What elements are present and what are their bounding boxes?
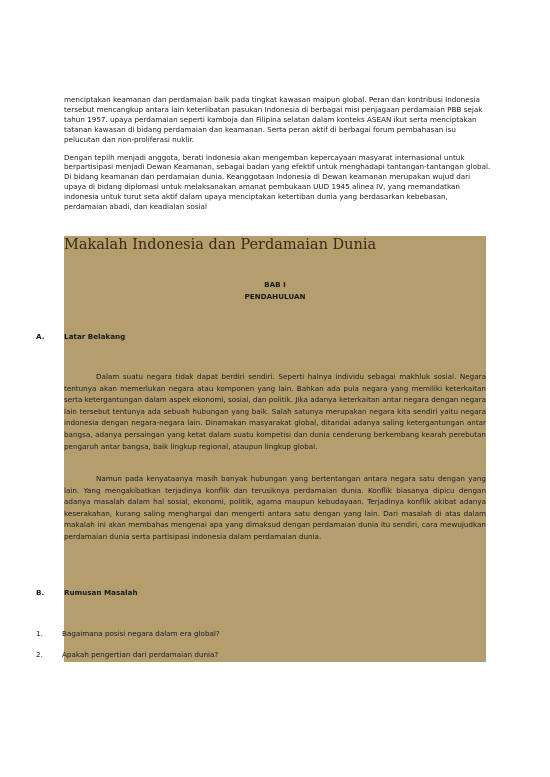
intro-paragraph: menciptakan keamanan dan perdamaian baik pada tingkat kawasan maipun global. Peran dan kontribusi Indonesia tersebut mencangkup antara lain keterlibatan pasukan Indonesia di berbagai misi penjagaan perdamaian PBB sejak tahun 1957. upaya perdamaian seperti kamboja dan Filipina selatan dalam konteks ASEAN ikut serta menciptakan tatanan kawasan di bidang perdamaian dan keamanan. Serta peran aktif di berbagai forum pembahasan isu pelucutan dan non-proliferasi nuklir. [64,95,483,144]
list-item-number: 1. [36,629,43,638]
list-item [36,629,220,638]
section-b-marker: B. [36,588,45,597]
section-b-heading [36,588,138,597]
list-item-number: 2. [36,650,43,659]
chapter-title: PENDAHULUAN [244,292,306,301]
section-a-label: Latar Belakang [64,332,126,341]
section-a-marker: A. [36,332,45,341]
intro-paragraph: Dengan tepilh menjadi anggota, berati indonesia akan mengemban kepercayaan masyarat internasional untuk berpartisipasi menjadi Dewan Keamanan, sebagai badan yang efektif untuk menghadapi tantangan-tantangan global. Di bidang keamanan dan perdamaian dunia. Keanggotaan Indonesia di Dewan keamanan merupakan wujud dari upaya di bidang diplomasi untuk melaksanakan amanat pembukaan UUD 1945 alinea IV, yang memandatkan indonesia untuk turut seta aktif dalam upaya menciptakan ketertiban dunia yang berdasarkan kebebasan, perdamaian abadi, dan keadialan sosial [64,152,491,212]
list-item [36,650,219,659]
section-b-label: Rumusan Masalah [64,588,138,597]
background-paragraph-2: Namun pada kenyataanya masih banyak hubungan yang bertentangan antara negara satu dengan yang lain. Yang mengakibatkan terjadinya konflik dan terusiknya perdamaian dunia. Konflik biasanya dipicu dengan adanya masalah dalam hal sosial, ekonomi, politik, agama maupun kebudayaan. Terjadinya konflik akibat adanya keserakahan, kurang saling menghargai dan mengerti antara satu dengan yang lain. Dari masalah di atas dalam makalah ini akan membahas mengenai apa yang dimaksud dengan perdamaian dunia itu sendiri, cara mewujudkan perdamaian dunia serta partisipasi indonesia dalam perdamaian dunia. [64,474,486,541]
chapter-number: BAB I [264,280,286,289]
list-item-text: Bagaimana posisi negara dalam era global? [62,629,220,638]
intro-text [64,95,492,220]
section-a-heading [36,332,126,341]
document-title: Makalah Indonesia dan Perdamaian Dunia [64,237,377,253]
list-item-text: Apakah pengertian dari perdamaian dunia? [62,650,219,659]
background-paragraph-1: Dalam suatu negara tidak dapat berdiri sendiri. Seperti halnya individu sebagai makhluk sosial. Negara tentunya akan memerlukan negara atau komponen yang lain. Bahkan ada pula negara yang memiliki keterkaitan serta ketergantungan dalam aspek ekonomi, sosial, dan politik. Jika adanya keterkaitan antar negara dengan negara lain tersebut tentunya ada sebuah hubungan yang baik. Salah satunya merupakan negara kita sendiri yaitu negara indonesia dengan negara-negara lain. Dinamakan masyarakat global, ditandai adanya saling ketergantungan antar bangsa, adanya persaingan yang ketat dalam suatu kompetisi dan dunia cenderung berkembang kearah perebutan pengaruh antar bangsa, baik lingkup regional, ataupun lingkup global. [64,372,486,451]
